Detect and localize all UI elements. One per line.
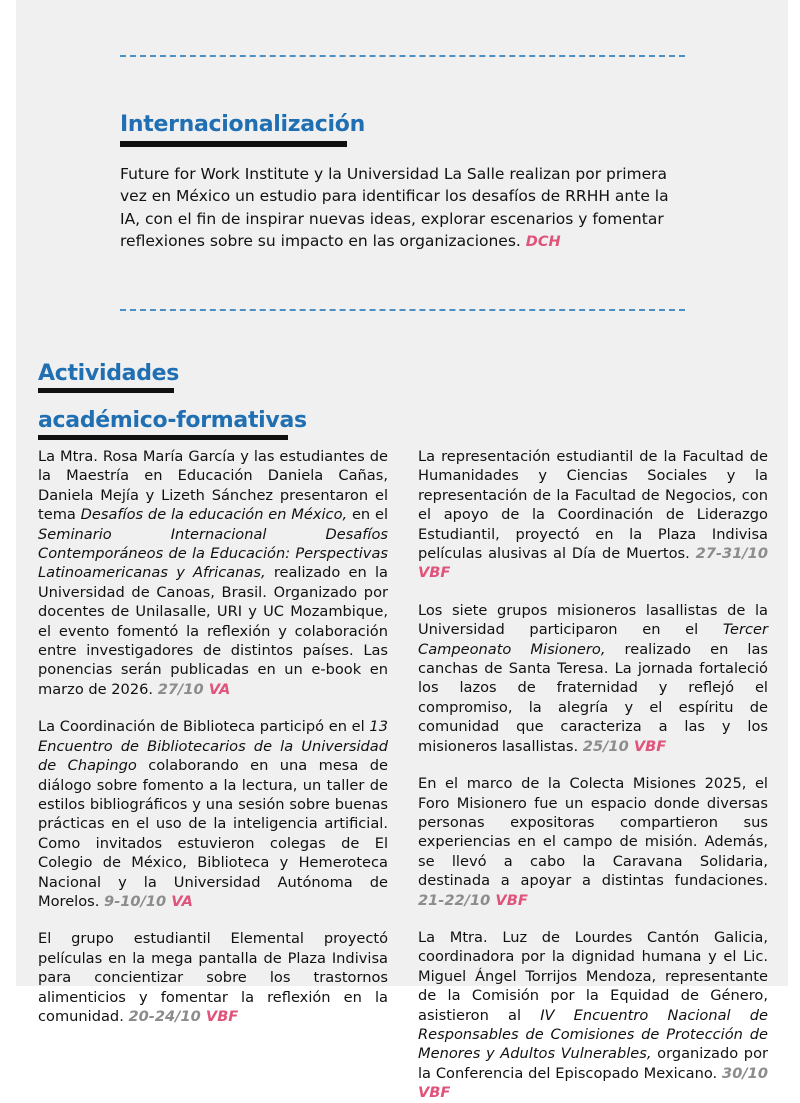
entry-date: 20-24/10 [128,1007,201,1025]
activities-title-line1: Actividades [38,361,180,386]
entry-text: La Coordinación de Biblioteca participó en el [38,718,370,736]
entry-date: 27-31/10 [695,545,768,563]
entry-text: colaborando en una mesa de diálogo sobre fomento a la lectura, un taller de estilos bibliográficos y una sesión sobre buenas prácticas en el uso de la inteligencia artificial. Como invitados estuvieron colegas de El Colegio de México, Biblioteca y Hemeroteca Nacional y la Universidad Autónoma de Morelos. [38,757,388,910]
entry-date: 21-22/10 [418,891,491,909]
activity-entry [38,447,388,699]
page-right-margin [788,0,800,1000]
entry-text: realizado en la Universidad de Canoas, Brasil. Organizado por docentes de Unilasalle, URI y UC Mozambique, el evento fomentó la reflexión y colaboración entre investigadores de distintos países. Las ponencias serán publicadas en un e-book en marzo de 2026. [38,564,388,698]
internationalization-title: Internacionalización [120,112,365,137]
internationalization-credit: DCH [525,234,561,251]
activities-title-line2: académico-formativas [38,408,307,434]
page-left-margin [0,0,16,1000]
entry-emphasis: Desafíos de la educación en México, [80,506,348,524]
activity-entry [418,774,768,910]
entry-author-initials: VBF [628,737,667,755]
entry-text: organizado por la Conferencia del Episcopado Mexicano. [418,1045,768,1082]
entry-author-initials: VA [203,680,231,698]
activities-column-right [418,447,768,1103]
entry-text: La Mtra. Rosa María García y las estudiantes de la Maestría en Educación Daniela Cañas, Daniela Mejía y Lizeth Sánchez presentaron el tema [38,448,388,524]
internationalization-title-underline [120,141,347,147]
activity-entry [418,928,768,1103]
entry-date: 9-10/10 [104,892,167,910]
divider-bottom [120,309,685,311]
activities-title-underline-2 [38,435,288,440]
entry-author-initials: VBF [418,1084,451,1102]
activities-title-underline-1 [38,388,174,393]
entry-date: 27/10 [157,680,204,698]
entry-emphasis: 13 Encuentro de Bibliotecarios de la Universidad de Chapingo [38,718,388,775]
entry-emphasis: Seminario Internacional Desafíos Contemporáneos de la Educación: Perspectivas Latinoamericanas y Africanas, [38,525,388,582]
entry-text: en el [347,506,389,524]
entry-emphasis: IV Encuentro Nacional de Responsables de Comisiones de Protección de Menores y Adultos Vulnerables, [418,1006,769,1063]
entry-author-initials: VA [166,892,193,910]
activity-entry [418,447,768,583]
activities-column-left [38,447,388,1103]
entry-author-initials: VBF [200,1007,239,1025]
entry-author-initials: VBF [418,564,451,582]
entry-text: El grupo estudiantil Elemental proyectó películas en la mega pantalla de Plaza Indivisa para concientizar sobre los trastornos alimenticios y fomentar la reflexión en la comunidad. [38,930,388,1025]
divider-top [120,55,685,57]
activity-entry [38,717,388,911]
entry-text: La Mtra. Luz de Lourdes Cantón Galicia, coordinadora por la dignidad humana y el Lic. Miguel Ángel Torrijos Mendoza, representante de la Comisión por la Equidad de Género, asistieron al [418,928,768,1024]
internationalization-body [120,163,685,253]
entry-text: Los siete grupos misioneros lasallistas de la Universidad participaron en el [418,601,768,639]
entry-emphasis: Tercer Campeonato Misionero, [418,621,768,658]
entry-author-initials: VBF [490,891,528,909]
entry-text: realizado en las canchas de Santa Teresa. La jornada fortaleció los lazos de fraternidad y reflejó el compromiso, la alegría y el espíritu de comunidad que caracteriza a las y los misioneros lasallistas. [418,640,768,755]
activity-entry [38,929,388,1026]
internationalization-section [120,55,685,311]
activities-columns [38,447,768,1103]
internationalization-body-text: Future for Work Institute y la Universidad La Salle realizan por primera vez en México un estudio para identificar los desafíos de RRHH ante la IA, con el fin de inspirar nuevas ideas, explorar escenarios y fomentar reflexiones sobre su impacto en las organizaciones. [120,164,669,251]
entry-text: En el marco de la Colecta Misiones 2025, el Foro Misionero fue un espacio donde diversas personas expositoras compartieron sus experiencias en el campo de misión. Además, se llevó a cabo la Caravana Solidaria, destinada a apoyar a distintas fundaciones. [418,775,768,890]
activity-entry [418,601,768,756]
entry-date: 30/10 [722,1064,768,1082]
entry-date: 25/10 [582,737,629,755]
entry-text: La representación estudiantil de la Facultad de Humanidades y Ciencias Sociales y la representación de la Facultad de Negocios, con el apoyo de la Coordinación de Liderazgo Estudiantil, proyectó en la Plaza Indivisa películas alusivas al Día de Muertos. [418,448,768,563]
activities-heading [38,362,438,440]
